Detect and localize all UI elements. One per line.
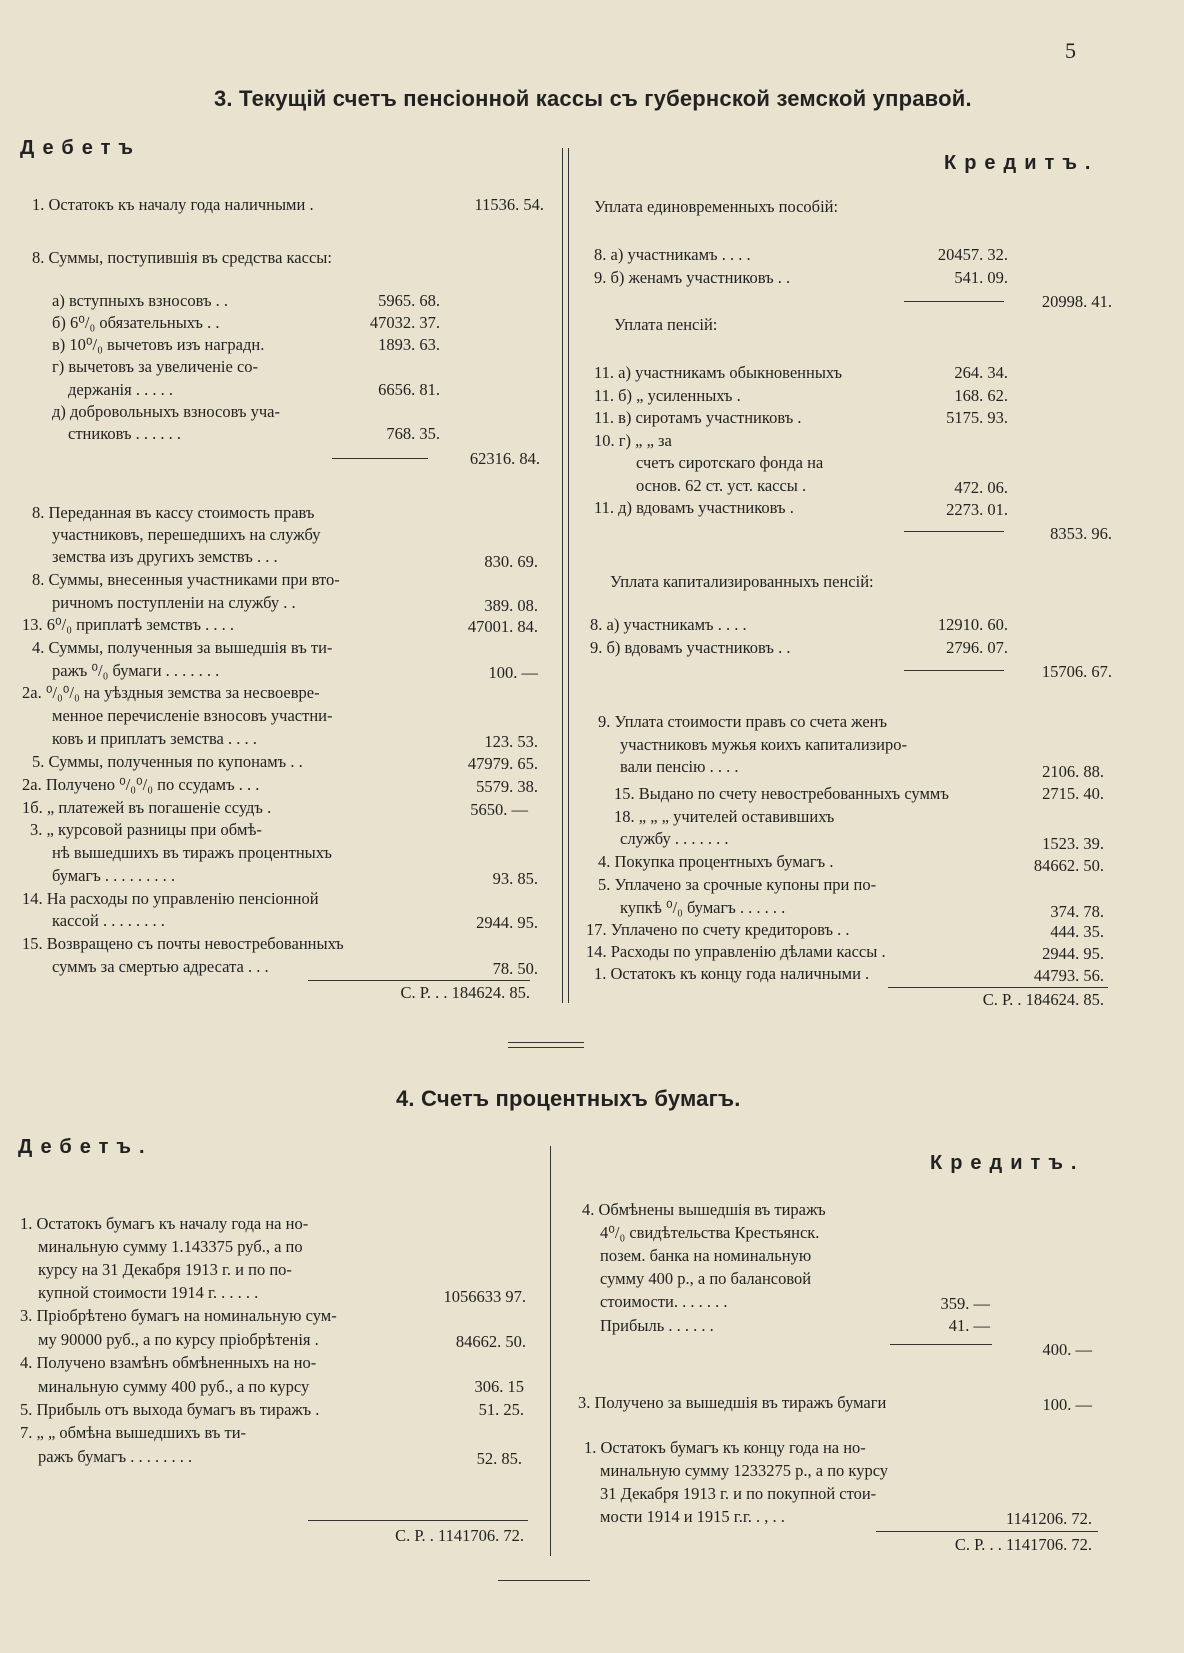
debit-amount: 6656. 81.: [378, 380, 440, 399]
credit-subtotal: 400. —: [1042, 1340, 1092, 1359]
debit-amount: 2944. 95.: [476, 913, 538, 932]
credit-amount: 12910. 60.: [937, 615, 1008, 634]
credit-amount: 444. 35.: [1050, 922, 1104, 941]
debit-line: ражъ бумагъ . . . . . . . .: [38, 1447, 193, 1466]
credit-amount: 2715. 40.: [1042, 784, 1104, 803]
credit-line: 15. Выдано по счету невостребованныхъ суммъ: [614, 784, 949, 803]
debit-line: суммъ за смертью адресата . . .: [52, 957, 269, 976]
debit-amount: 389. 08.: [484, 596, 538, 615]
credit-total: С. Р. . 184624. 85.: [982, 990, 1104, 1009]
credit-line: 9. б) женамъ участниковъ . .: [594, 268, 791, 287]
debit-amount: 47979. 65.: [467, 754, 538, 773]
credit-line: 18. „ „ „ учителей оставившихъ: [614, 807, 835, 826]
credit-amount: 1141206. 72.: [1005, 1509, 1092, 1528]
subtotal-rule: [904, 531, 1004, 532]
debit-line: менное перечисленіе взносовъ участни-: [52, 706, 333, 725]
debit-line: 2а. Получено ⁰/₀⁰/₀ по ссудамъ . . .: [22, 775, 260, 794]
debit-line: стниковъ . . . . . .: [68, 424, 182, 443]
debit-amount: 47001. 84.: [467, 617, 538, 636]
credit-amount: 472. 06.: [954, 478, 1008, 497]
subtotal-rule: [890, 1344, 992, 1345]
section3-title: 3. Текущій счетъ пенсіонной кассы съ губернской земской управой.: [214, 86, 972, 111]
debit-amount: 768. 35.: [386, 424, 440, 443]
debit-amount: 93. 85.: [492, 869, 538, 888]
debit-amount: 830. 69.: [484, 552, 538, 571]
debit-line: ражъ ⁰/₀ бумаги . . . . . . .: [52, 661, 220, 680]
total-rule: [308, 1520, 528, 1521]
debit-total: С. Р. . . 184624. 85.: [400, 983, 530, 1002]
credit-amount: 100. —: [1042, 1395, 1092, 1414]
total-rule: [308, 980, 530, 981]
total-rule: [888, 987, 1108, 988]
credit-amount: 2796. 07.: [946, 638, 1008, 657]
debit-line: кассой . . . . . . . .: [52, 911, 165, 930]
debit-line: б) 6⁰/₀ обязательныхъ . .: [52, 313, 220, 332]
credit-amount: 41. —: [948, 1316, 990, 1335]
debit-amount: 52. 85.: [476, 1449, 522, 1468]
credit-line: 11. в) сиротамъ участниковъ .: [594, 408, 802, 427]
debit-amount: 84662. 50.: [455, 1332, 526, 1351]
debit-line: ричномъ поступленіи на службу . .: [52, 593, 296, 612]
debit-line: 4. Получено взамѣнъ обмѣненныхъ на но-: [20, 1353, 317, 1372]
debit-line: в) 10⁰/₀ вычетовъ изъ наградн.: [52, 335, 265, 354]
debit-line: д) добровольныхъ взносовъ уча-: [52, 402, 280, 421]
debit-subtotal: 62316. 84.: [469, 449, 540, 468]
credit-subtotal: 15706. 67.: [1041, 662, 1112, 681]
credit-line: позем. банка на номинальную: [600, 1246, 812, 1265]
section3-divider-left: [562, 148, 563, 1003]
debit-line: 3. Пріобрѣтено бумагъ на номинальную сум-: [20, 1306, 337, 1325]
credit-line: 14. Расходы по управленію дѣлами кассы .: [586, 942, 886, 961]
section4-credit-heading: Кредитъ.: [930, 1152, 1085, 1174]
debit-line: му 90000 руб., а по курсу пріобрѣтенія .: [38, 1330, 319, 1349]
debit-line: курсу на 31 Декабря 1913 г. и по по-: [38, 1260, 292, 1279]
debit-amount: 11536. 54.: [474, 195, 544, 214]
credit-line: вали пенсію . . . .: [620, 757, 739, 776]
section4-title: 4. Счетъ процентныхъ бумагъ.: [396, 1086, 741, 1111]
debit-line: участниковъ, перешедшихъ на службу: [52, 525, 321, 544]
debit-amount: 47032. 37.: [369, 313, 440, 332]
total-rule: [876, 1531, 1098, 1532]
credit-amount: 168. 62.: [954, 386, 1008, 405]
debit-line: 3. „ курсовой разницы при обмѣ-: [30, 820, 262, 839]
credit-amount: 84662. 50.: [1033, 856, 1104, 875]
credit-line: 11. б) „ усиленныхъ .: [594, 386, 741, 405]
subtotal-rule: [332, 458, 428, 459]
credit-line: 1. Остатокъ бумагъ къ концу года на но-: [584, 1438, 866, 1457]
credit-line: 3. Получено за вышедшія въ тиражъ бумаги: [578, 1393, 887, 1412]
credit-line: 9. Уплата стоимости правъ со счета женъ: [598, 712, 888, 731]
debit-line: 5. Суммы, полученныя по купонамъ . .: [32, 752, 303, 771]
subtotal-rule: [904, 301, 1004, 302]
debit-line: 8. Суммы, внесенныя участниками при вто-: [32, 570, 340, 589]
credit-line: Прибыль . . . . . .: [600, 1316, 714, 1335]
debit-line: бумагъ . . . . . . . . .: [52, 866, 176, 885]
credit-line: 5. Уплачено за срочные купоны при по-: [598, 875, 877, 894]
debit-amount: 100. —: [488, 663, 538, 682]
debit-amount: 5965. 68.: [378, 291, 440, 310]
credit-subtotal: 20998. 41.: [1041, 292, 1112, 311]
bottom-rule: [498, 1580, 590, 1581]
credit-line: 8. а) участникамъ . . . .: [594, 245, 751, 264]
credit-amount: 1523. 39.: [1042, 834, 1104, 853]
credit-amount: 44793. 56.: [1033, 966, 1104, 985]
credit-line: мости 1914 и 1915 г.г. . , . .: [600, 1507, 785, 1526]
credit-line: Уплата капитализированныхъ пенсій:: [610, 572, 874, 591]
credit-amount: 374. 78.: [1050, 902, 1104, 921]
debit-line: 1б. „ платежей въ погашеніе ссудъ .: [22, 798, 272, 817]
section3-credit-heading: Кредитъ.: [944, 152, 1099, 174]
section4-debit-heading: Дебетъ.: [18, 1136, 153, 1158]
debit-line: 2а. ⁰/₀⁰/₀ на уѣздныя земства за несвоевре-: [22, 683, 320, 702]
debit-amount: 51. 25.: [478, 1400, 524, 1419]
debit-line: 1. Остатокъ бумагъ къ началу года на но-: [20, 1214, 309, 1233]
debit-line: 7. „ „ обмѣна вышедшихъ въ ти-: [20, 1423, 247, 1442]
debit-line: ковъ и приплатъ земства . . . .: [52, 729, 257, 748]
debit-amount: 123. 53.: [484, 732, 538, 751]
credit-line: Уплата пенсій:: [614, 315, 718, 334]
credit-line: счетъ сиротскаго фонда на: [636, 453, 824, 472]
debit-line: 1. Остатокъ къ началу года наличными .: [32, 195, 314, 214]
section4-divider: [550, 1146, 551, 1556]
debit-line: нѣ вышедшихъ въ тиражъ процентныхъ: [52, 843, 332, 862]
credit-amount: 2106. 88.: [1042, 762, 1104, 781]
credit-amount: 20457. 32.: [937, 245, 1008, 264]
debit-line: минальную сумму 1.143375 руб., а по: [38, 1237, 303, 1256]
debit-amount: 5650. —: [470, 800, 528, 819]
debit-amount: 78. 50.: [492, 959, 538, 978]
credit-total: С. Р. . . 1141706. 72.: [954, 1535, 1092, 1554]
debit-line: 14. На расходы по управленію пенсіонной: [22, 889, 319, 908]
credit-line: 11. а) участникамъ обыкновенныхъ: [594, 363, 843, 382]
credit-amount: 5175. 93.: [946, 408, 1008, 427]
credit-line: 8. а) участникамъ . . . .: [590, 615, 747, 634]
credit-line: 11. д) вдовамъ участниковъ .: [594, 498, 794, 517]
debit-line: 13. 6⁰/₀ приплатѣ земствъ . . . .: [22, 615, 234, 634]
section3-divider-right: [568, 148, 569, 1003]
credit-amount: 264. 34.: [954, 363, 1008, 382]
credit-line: купкѣ ⁰/₀ бумагъ . . . . . .: [620, 898, 786, 917]
credit-line: минальную сумму 1233275 р., а по курсу: [600, 1461, 889, 1480]
credit-line: 1. Остатокъ къ концу года наличными .: [594, 964, 870, 983]
credit-line: основ. 62 ст. уст. кассы .: [636, 476, 807, 495]
debit-total: С. Р. . 1141706. 72.: [395, 1526, 524, 1545]
section-separator-top: [508, 1042, 584, 1043]
debit-amount: 1056633 97.: [443, 1287, 526, 1306]
debit-line: купной стоимости 1914 г. . . . . .: [38, 1283, 259, 1302]
credit-line: сумму 400 р., а по балансовой: [600, 1269, 812, 1288]
credit-line: 17. Уплачено по счету кредиторовъ . .: [586, 920, 850, 939]
debit-line: земства изъ другихъ земствъ . . .: [52, 547, 278, 566]
credit-line: 4. Покупка процентныхъ бумагъ .: [598, 852, 834, 871]
page-number: 5: [1065, 38, 1076, 63]
credit-subtotal: 8353. 96.: [1050, 524, 1112, 543]
credit-line: стоимости. . . . . . .: [600, 1292, 728, 1311]
debit-line: 8. Суммы, поступившія въ средства кассы:: [32, 248, 332, 267]
debit-line: 4. Суммы, полученныя за вышедшія въ ти-: [32, 638, 333, 657]
credit-line: службу . . . . . . .: [620, 829, 729, 848]
credit-amount: 541. 09.: [954, 268, 1008, 287]
credit-line: 9. б) вдовамъ участниковъ . .: [590, 638, 791, 657]
subtotal-rule: [904, 670, 1004, 671]
credit-amount: 359. —: [940, 1294, 990, 1313]
debit-line: минальную сумму 400 руб., а по курсу: [38, 1377, 310, 1396]
credit-line: 31 Декабря 1913 г. и по покупной стои-: [600, 1484, 877, 1503]
debit-amount: 5579. 38.: [476, 777, 538, 796]
credit-line: 10. г) „ „ за: [594, 431, 672, 450]
section3-debit-heading: Дебетъ: [20, 137, 141, 159]
debit-amount: 306. 15: [474, 1377, 524, 1396]
debit-line: 5. Прибыль отъ выхода бумагъ въ тиражъ .: [20, 1400, 320, 1419]
debit-line: г) вычетовъ за увеличеніе со-: [52, 357, 259, 376]
credit-amount: 2273. 01.: [946, 500, 1008, 519]
debit-line: а) вступныхъ взносовъ . .: [52, 291, 229, 310]
debit-line: держанія . . . . .: [68, 380, 173, 399]
credit-line: участниковъ мужья коихъ капитализиро-: [620, 735, 908, 754]
credit-line: 4⁰/₀ свидѣтельства Крестьянск.: [600, 1223, 820, 1242]
credit-amount: 2944. 95.: [1042, 944, 1104, 963]
credit-line: 4. Обмѣнены вышедшія въ тиражъ: [582, 1200, 826, 1219]
debit-amount: 1893. 63.: [378, 335, 440, 354]
credit-line: Уплата единовременныхъ пособій:: [594, 197, 839, 216]
debit-line: 15. Возвращено съ почты невостребованныхъ: [22, 934, 344, 953]
debit-line: 8. Переданная въ кассу стоимость правъ: [32, 503, 315, 522]
section-separator-bottom: [508, 1047, 584, 1048]
